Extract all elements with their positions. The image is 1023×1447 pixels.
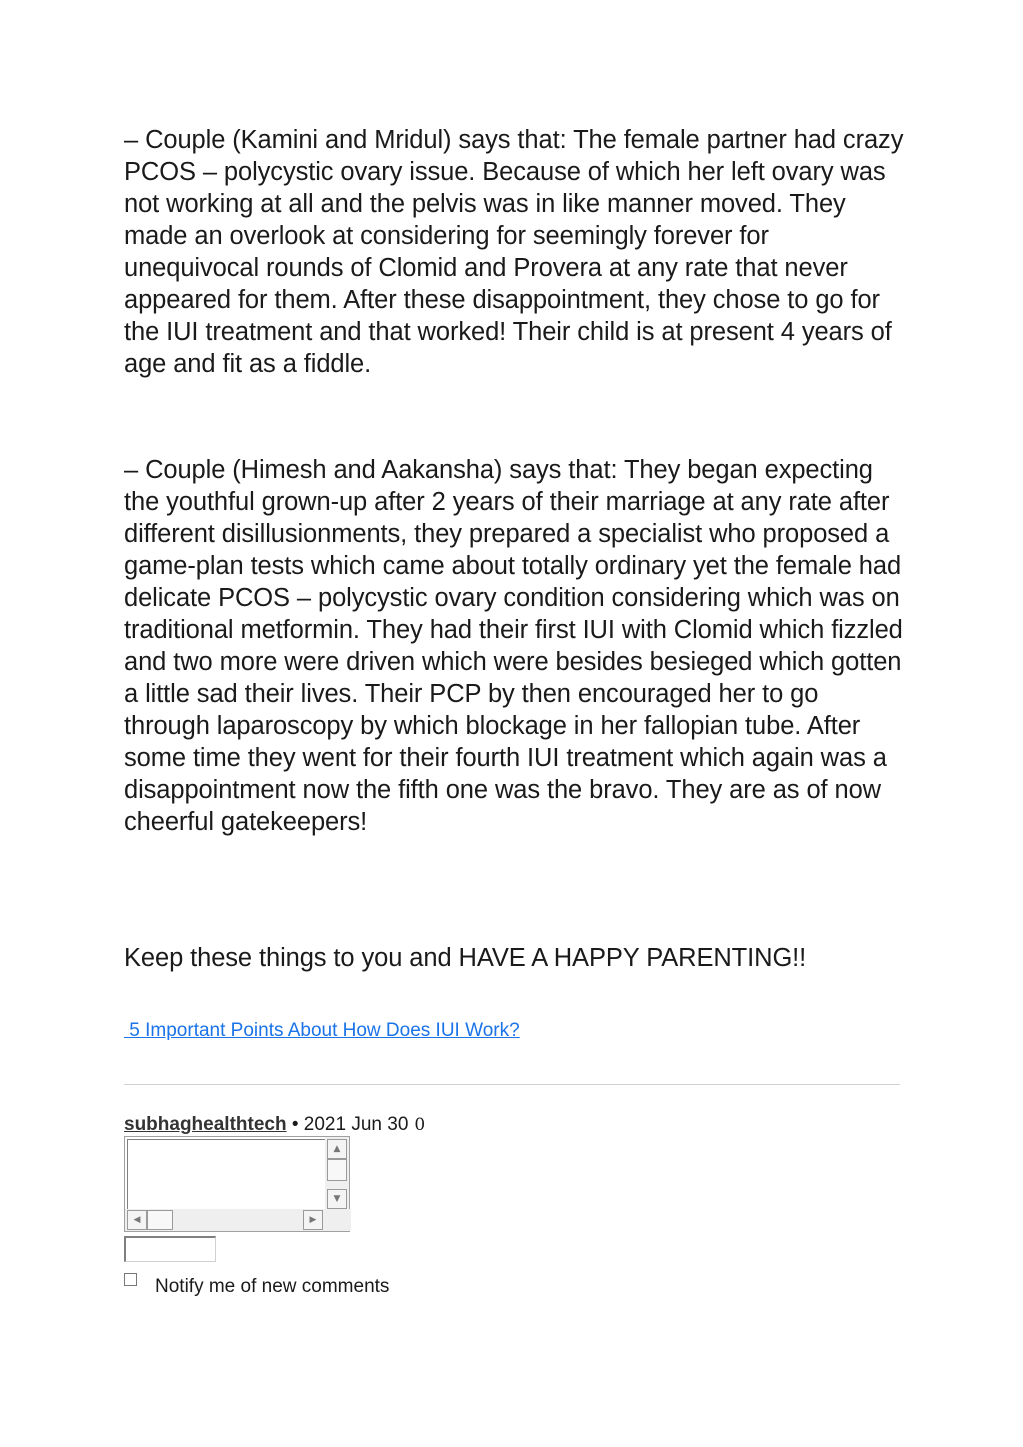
horizontal-scrollbar[interactable] [125, 1209, 351, 1231]
notify-label: Notify me of new comments [155, 1276, 390, 1297]
meta-separator: • [286, 1114, 304, 1135]
comment-textarea-field[interactable] [127, 1139, 326, 1210]
notify-checkbox[interactable] [124, 1273, 137, 1286]
related-article-link[interactable]: 5 Important Points About How Does IUI Work? [124, 1020, 520, 1041]
post-date: 2021 Jun 30 [303, 1114, 409, 1135]
scroll-right-icon[interactable]: ▶ [303, 1210, 323, 1230]
article-paragraph-2: – Couple (Himesh and Aakansha) says that: They began expecting the youthful grown-up after 2 years of their marriage at any rate after different disillusionments, they prepared a specialist who proposed a game-plan tests which came about totally ordinary yet the female had delicate PCOS – polycystic ovary condition considering which was on traditional metformin. They had their first IUI with Clomid which fizzled and two more were driven which were besides besieged which gotten a little sad their lives. Their PCP by then encouraged her to go through laparoscopy by which blockage in her fallopian tube. After some time they went for their fourth IUI treatment which again was a disappointment now the fifth one was the bravo. They are as of now cheerful gatekeepers! [124, 456, 903, 836]
section-divider [124, 1084, 900, 1085]
scroll-up-icon[interactable]: ▲ [327, 1139, 347, 1159]
article-paragraph-3: Keep these things to you and HAVE A HAPPY PARENTING!! [124, 944, 807, 972]
scroll-left-icon[interactable]: ◀ [127, 1210, 147, 1230]
notify-option[interactable] [124, 1272, 389, 1298]
name-input[interactable] [124, 1236, 216, 1262]
article-paragraph-1: – Couple (Kamini and Mridul) says that: The female partner had crazy PCOS – polycystic ovary issue. Because of which her left ovary was not working at all and the pelvis was in like manner moved. They made an overlook at considering for seemingly forever for unequivocal rounds of Clomid and Provera at any rate that never appeared for them. After these disappointment, they chose to go for the IUI treatment and that worked! Their child is at present 4 years of age and fit as a fiddle. [124, 126, 904, 378]
horizontal-scroll-thumb[interactable] [147, 1210, 173, 1230]
comment-count: 0 [414, 1115, 426, 1135]
post-meta [124, 1114, 425, 1136]
comment-textarea[interactable] [124, 1136, 350, 1232]
vertical-scrollbar[interactable] [325, 1137, 349, 1211]
scroll-down-icon[interactable]: ▼ [327, 1189, 347, 1209]
vertical-scroll-thumb[interactable] [327, 1159, 347, 1181]
author-link[interactable]: subhaghealthtech [124, 1114, 287, 1135]
